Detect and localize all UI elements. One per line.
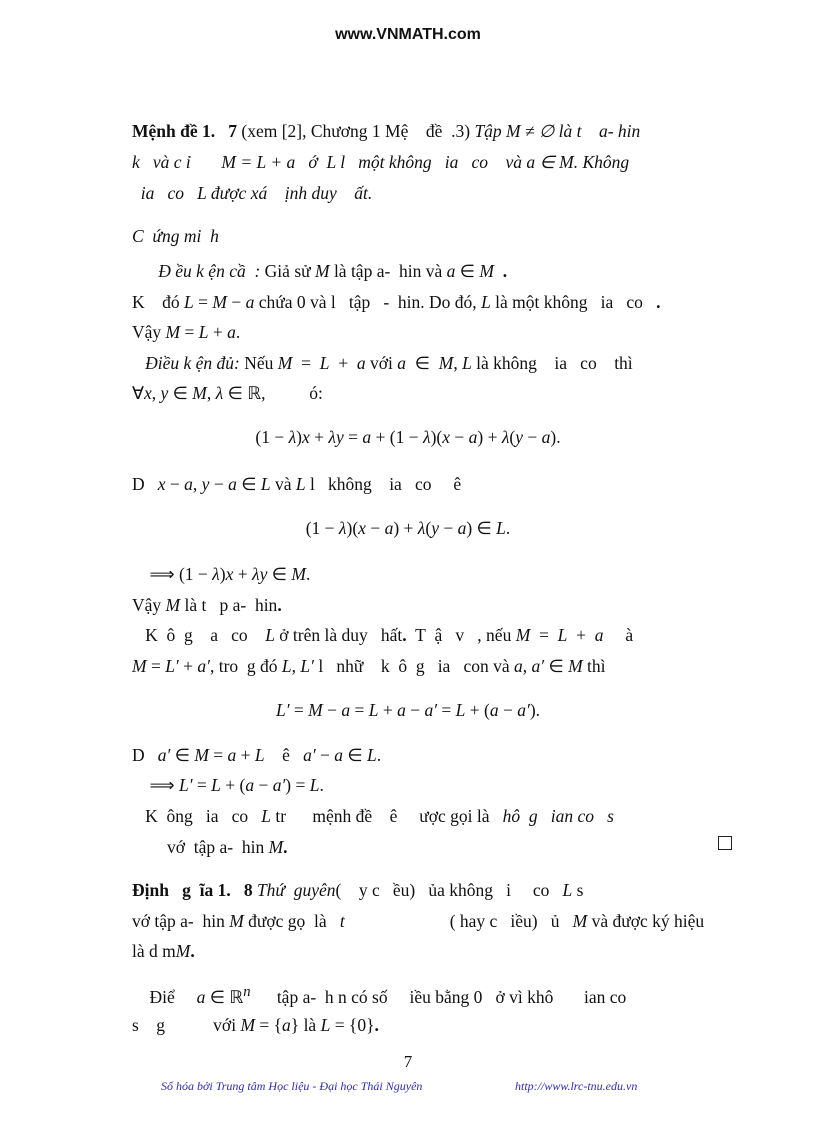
- proof-line: K đó L = M − a chứa 0 và l tập - hin. Do đó, L là một không ia co .: [132, 292, 661, 312]
- proof-line: D a′ ∈ M = a + L ê a′ − a ∈ L.: [132, 745, 382, 765]
- paragraph-line: s g với M = {a} là L = {0}.: [132, 1015, 379, 1035]
- definition-title-line: Định g ĩa 1. 8 Thứ guyên( y c ều) ủa không i co L s: [132, 880, 584, 900]
- proof-line: M = L′ + a′, tro g đó L, L′ l nhữ k ô g ia con và a, a′ ∈ M thì: [132, 656, 606, 676]
- qed-square-icon: [718, 836, 732, 850]
- proof-line: ∀x, y ∈ M, λ ∈ ℝ, ó:: [132, 383, 323, 403]
- page-number: 7: [403, 1052, 413, 1071]
- display-equation: (1 − λ)x + λy = a + (1 − λ)(x − a) + λ(y − a).: [255, 427, 561, 447]
- proof-line: D x − a, y − a ∈ L và L l không ia co ê: [132, 474, 462, 494]
- proof-heading: C ứng mi h: [132, 226, 219, 246]
- proof-line: Vậy M là t p a- hin.: [132, 595, 282, 615]
- proof-line: vớ tập a- hin M.: [132, 837, 288, 857]
- display-equation: L′ = M − a = L + a − a′ = L + (a − a′).: [275, 700, 541, 720]
- footer-source-text: Số hóa bởi Trung tâm Học liệu - Đại học Thái Nguyên: [161, 1079, 423, 1093]
- proof-line: K ô g a co L ở trên là duy hất. T ậ v , nếu M = L + a à: [132, 625, 634, 645]
- proposition-text-line: ia co L được xá ịnh duy ất.: [132, 183, 373, 203]
- proof-line: Vậy M = L + a.: [132, 322, 241, 342]
- proof-line: Đ ều k ện cầ : Giả sử M là tập a- hin và a ∈ M .: [158, 261, 508, 281]
- site-header[interactable]: www.VNMATH.com: [335, 26, 481, 43]
- proof-line: Điều k ện đủ: Nếu M = L + a với a ∈ M, L là không ia co thì: [145, 353, 633, 373]
- definition-text-line: là d mM.: [132, 941, 195, 961]
- proposition-text-line: k và c ỉ M = L + a ớ L l một không ia co và a ∈ M. Không: [132, 152, 630, 172]
- footer-url-link[interactable]: http://www.lrc-tnu.edu.vn: [515, 1079, 638, 1093]
- paragraph-line: Điể a ∈ ℝ$^n$ tập a- h n có số iều bằng 0 ở vì khô ian co: [132, 984, 627, 1007]
- proof-line: K ông ia co L tr mệnh đề ê ược gọi là hô g ian co s: [132, 806, 614, 826]
- display-equation: (1 − λ)(x − a) + λ(y − a) ∈ L.: [305, 518, 511, 538]
- proof-line: ⟹ (1 − λ)x + λy ∈ M.: [132, 564, 311, 584]
- proof-line: ⟹ L′ = L + (a − a′) = L.: [132, 775, 324, 795]
- proposition-title-line: Mệnh đề 1. 7 (xem [2], Chương 1 Mệ đề .3) Tập M ≠ ∅ là t a- hin: [132, 121, 641, 141]
- definition-text-line: vớ tập a- hin M được gọ là t ( hay c iều) ủ M và được ký hiệu: [132, 911, 705, 931]
